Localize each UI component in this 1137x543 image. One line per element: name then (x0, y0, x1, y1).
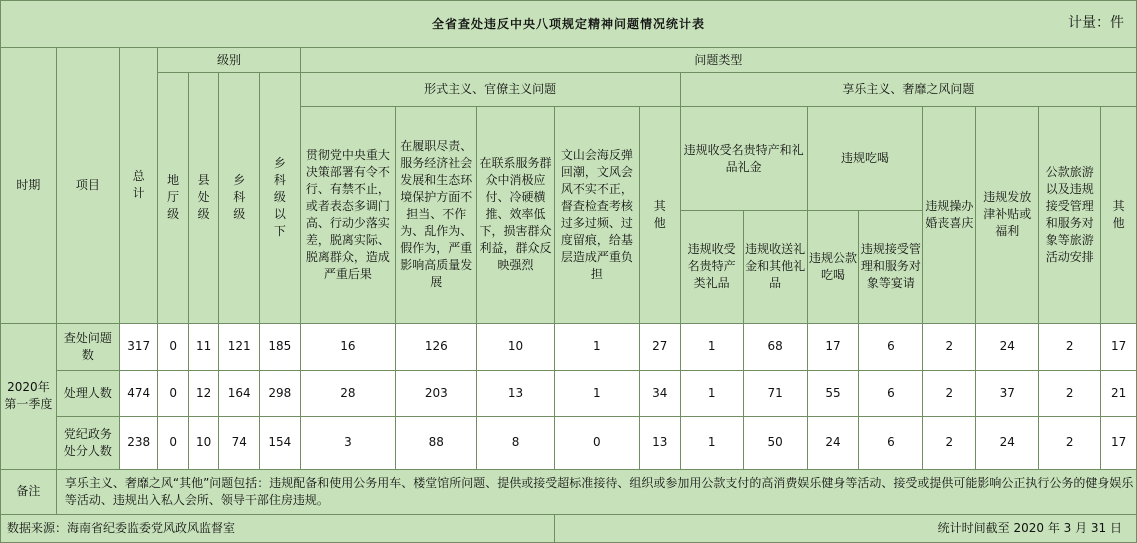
row-item-label: 党纪政务处分人数 (56, 416, 119, 469)
cell: 24 (976, 416, 1039, 469)
header-level-county: 县处级 (188, 73, 218, 323)
header-period: 时期 (1, 48, 57, 323)
cell: 121 (219, 323, 260, 370)
header-item: 项目 (56, 48, 119, 323)
cell: 2 (923, 370, 976, 416)
cell: 17 (1101, 323, 1137, 370)
header-level-prefecture: 地厅级 (158, 73, 188, 323)
cell: 6 (859, 416, 923, 469)
cell: 27 (640, 323, 681, 370)
stat-date: 统计时间截至 2020 年 3 月 31 日 (554, 514, 1136, 542)
header-formalism-col-3: 在联系服务群众中消极应付、冷硬横推、效率低下，损害群众利益，群众反映强烈 (477, 107, 554, 323)
cell: 1 (680, 416, 743, 469)
cell: 13 (640, 416, 681, 469)
cell: 24 (807, 416, 859, 469)
header-gifts-group: 违规收受名贵特产和礼品礼金 (680, 107, 807, 211)
cell: 10 (477, 323, 554, 370)
remarks-label: 备注 (1, 469, 57, 514)
cell: 3 (300, 416, 396, 469)
cell: 6 (859, 370, 923, 416)
cell: 8 (477, 416, 554, 469)
header-accept-banquet: 违规接受管理和服务对象等宴请 (859, 211, 923, 323)
cell: 2 (1039, 323, 1101, 370)
cell: 1 (554, 323, 639, 370)
cell: 24 (976, 323, 1039, 370)
header-dining-group: 违规吃喝 (807, 107, 923, 211)
header-weddings-funerals: 违规操办婚丧喜庆 (923, 107, 976, 323)
table-row (1, 416, 1137, 469)
period-cell: 2020年第一季度 (1, 323, 57, 469)
header-formalism-col-1: 贯彻党中央重大决策部署有令不行、有禁不止，或者表态多调门高、行动少落实差，脱离实际、脱离群众，造成严重后果 (300, 107, 396, 323)
cell: 28 (300, 370, 396, 416)
cell: 11 (188, 323, 218, 370)
cell: 37 (976, 370, 1039, 416)
header-public-travel: 公款旅游以及违规接受管理和服务对象等旅游活动安排 (1039, 107, 1101, 323)
cell: 74 (219, 416, 260, 469)
header-allowances: 违规发放津补贴或福利 (976, 107, 1039, 323)
cell: 88 (396, 416, 477, 469)
cell: 71 (743, 370, 807, 416)
header-formalism-col-4: 文山会海反弹回潮，文风会风不实不正，督查检查考核过多过频、过度留痕，给基层造成严重负担 (554, 107, 639, 323)
cell: 154 (260, 416, 301, 469)
cell: 2 (1039, 370, 1101, 416)
cell: 0 (554, 416, 639, 469)
cell: 50 (743, 416, 807, 469)
unit-label: 计量：件 (1068, 15, 1124, 31)
cell: 68 (743, 323, 807, 370)
cell: 298 (260, 370, 301, 416)
header-level-township: 乡科级 (219, 73, 260, 323)
data-source: 数据来源：海南省纪委监委党风政风监督室 (1, 514, 555, 542)
table-title: 全省查处违反中央八项规定精神问题情况统计表 (431, 16, 705, 31)
cell: 13 (477, 370, 554, 416)
cell: 1 (680, 370, 743, 416)
cell: 2 (923, 323, 976, 370)
header-public-dining: 违规公款吃喝 (807, 211, 859, 323)
cell: 2 (923, 416, 976, 469)
cell: 6 (859, 323, 923, 370)
cell: 1 (554, 370, 639, 416)
cell: 0 (158, 323, 188, 370)
header-formalism: 形式主义、官僚主义问题 (300, 73, 680, 107)
cell: 12 (188, 370, 218, 416)
header-gift-specialty: 违规收受名贵特产类礼品 (680, 211, 743, 323)
cell: 126 (396, 323, 477, 370)
cell: 238 (119, 416, 158, 469)
table-row (1, 370, 1137, 416)
cell: 317 (119, 323, 158, 370)
header-formalism-col-2: 在履职尽责、服务经济社会发展和生态环境保护方面不担当、不作为、乱作为、假作为，严重影响高质量发展 (396, 107, 477, 323)
cell: 16 (300, 323, 396, 370)
header-level: 级别 (158, 48, 300, 73)
cell: 2 (1039, 416, 1101, 469)
header-hedonism: 享乐主义、奢靡之风问题 (680, 73, 1136, 107)
row-item-label: 查处问题数 (56, 323, 119, 370)
header-total: 总计 (119, 48, 158, 323)
header-problem-type: 问题类型 (300, 48, 1136, 73)
header-hedonism-other: 其他 (1101, 107, 1137, 323)
header-gift-money: 违规收送礼金和其他礼品 (743, 211, 807, 323)
table-row (1, 323, 1137, 370)
cell: 0 (158, 416, 188, 469)
cell: 0 (158, 370, 188, 416)
header-level-below-township: 乡科级以下 (260, 73, 301, 323)
cell: 34 (640, 370, 681, 416)
cell: 21 (1101, 370, 1137, 416)
cell: 164 (219, 370, 260, 416)
cell: 185 (260, 323, 301, 370)
cell: 474 (119, 370, 158, 416)
cell: 203 (396, 370, 477, 416)
cell: 17 (807, 323, 859, 370)
cell: 55 (807, 370, 859, 416)
cell: 1 (680, 323, 743, 370)
cell: 10 (188, 416, 218, 469)
remarks-text: 享乐主义、奢靡之风“其他”问题包括：违规配备和使用公务用车、楼堂馆所问题、提供或接受超标准接待、组织或参加用公款支付的高消费娱乐健身等活动、接受或提供可能影响公正执行公务的健身娱乐等活动、违规出入私人会所、领导干部住房违规。 (56, 469, 1136, 514)
cell: 17 (1101, 416, 1137, 469)
header-formalism-other: 其他 (640, 107, 681, 323)
table-title-cell (1, 1, 1137, 48)
row-item-label: 处理人数 (56, 370, 119, 416)
